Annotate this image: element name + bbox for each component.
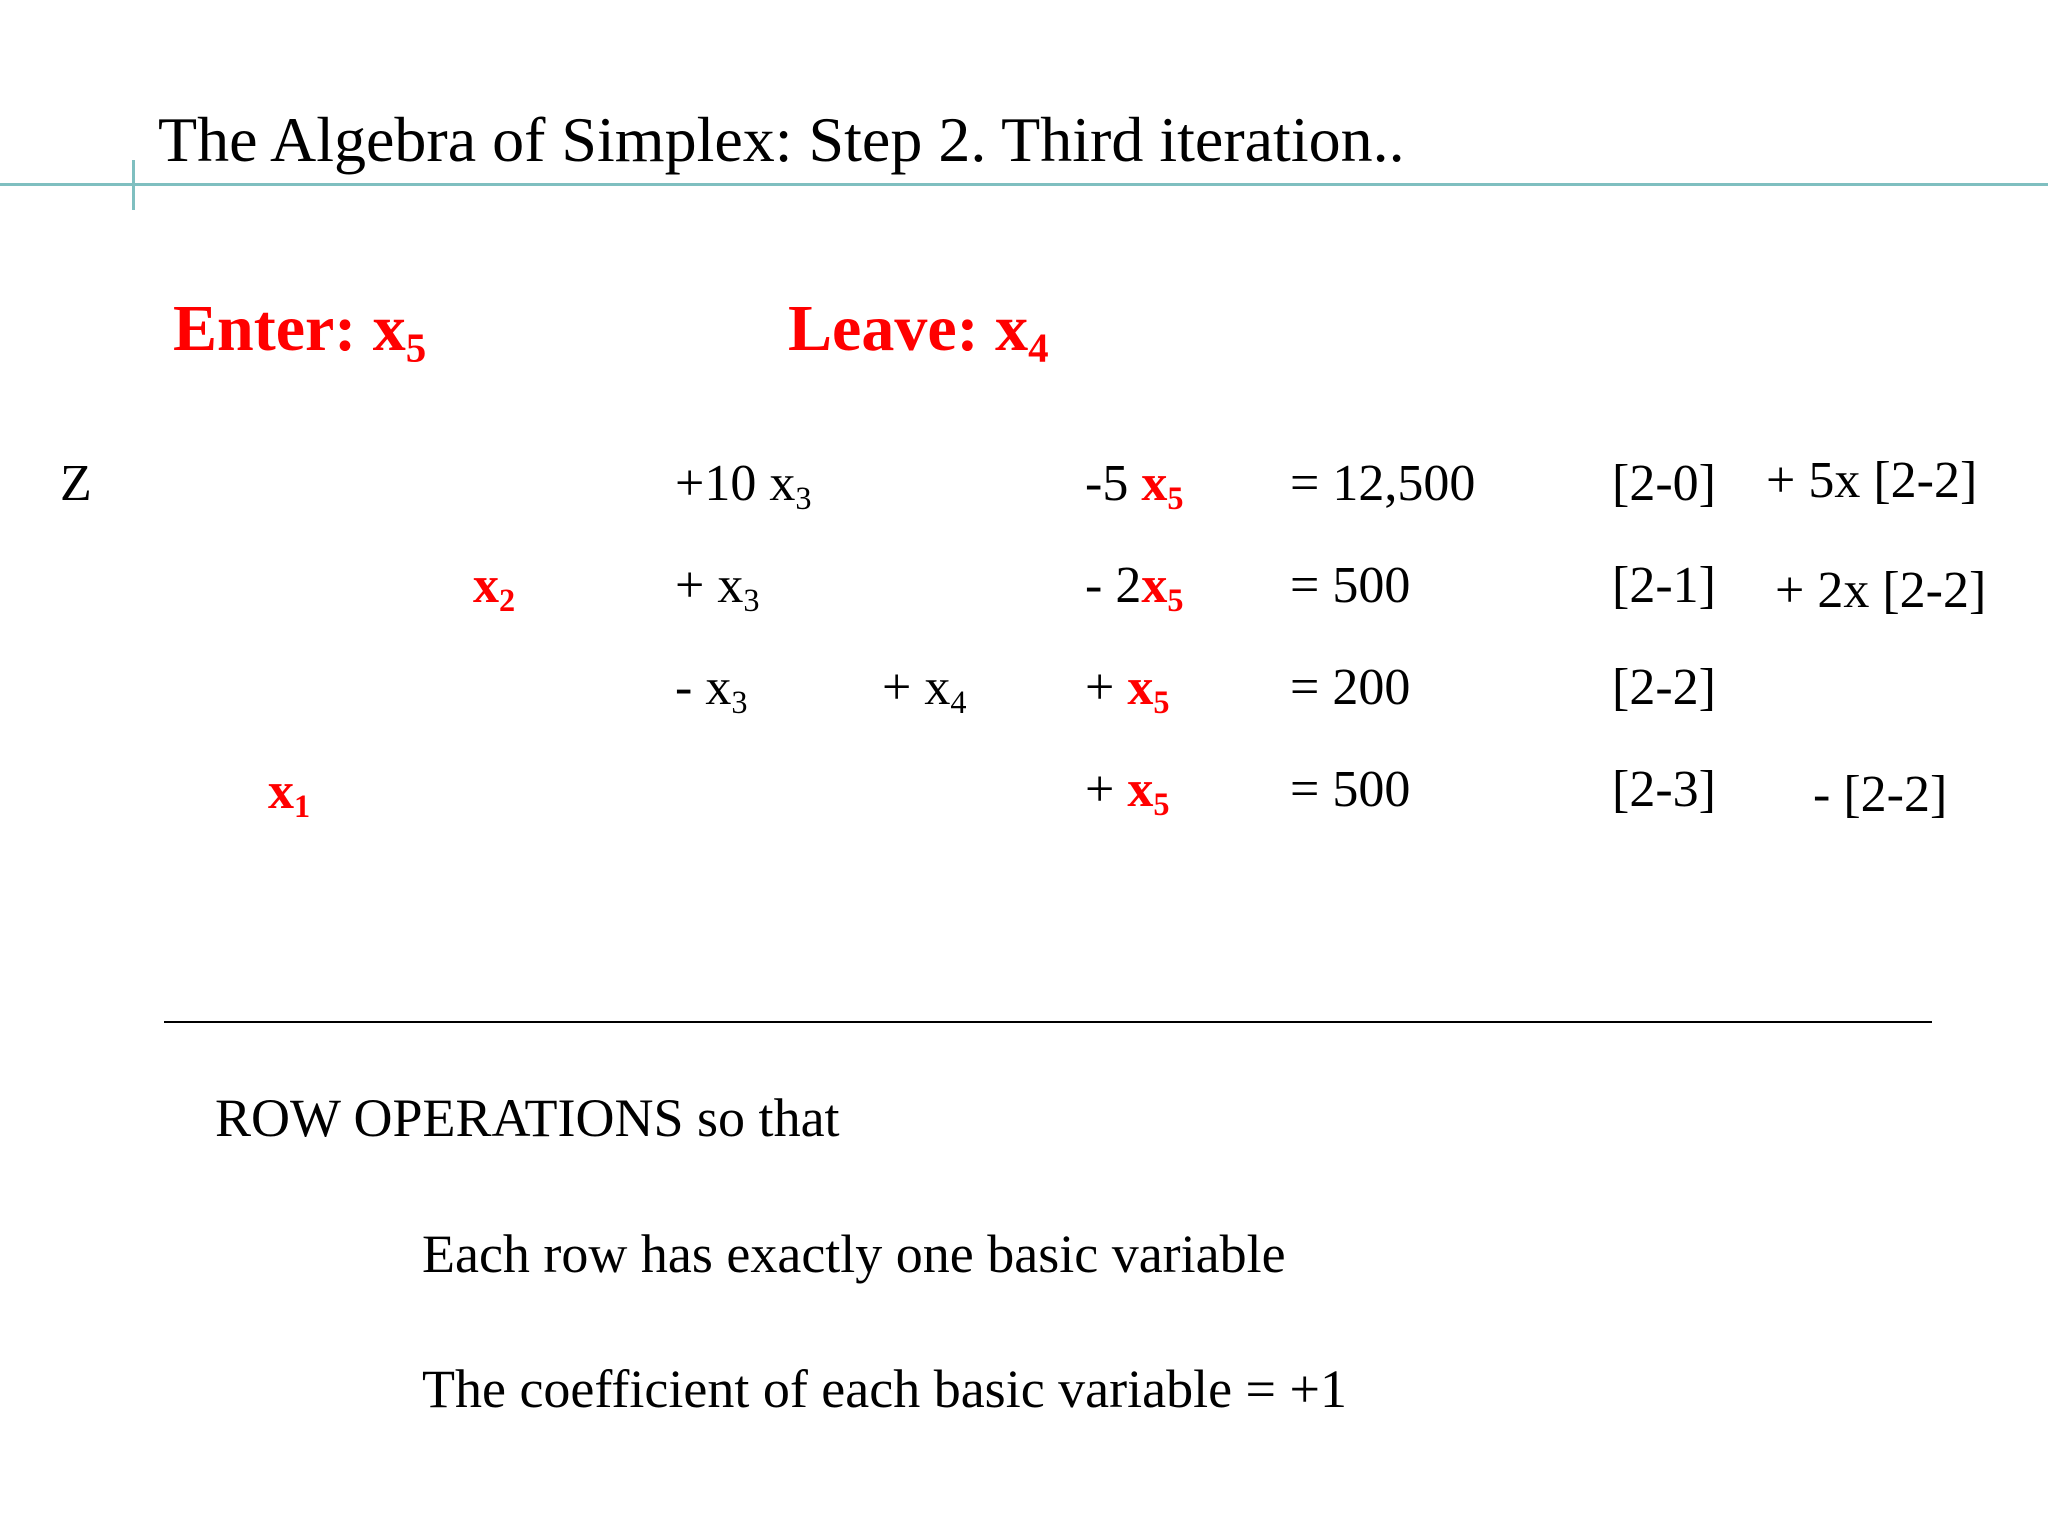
row0-z: Z <box>60 455 92 512</box>
row3-operation: - [2-2] <box>1813 766 1948 823</box>
row0-ref: [2-0] <box>1612 455 1716 512</box>
row0-x5-term: -5 $x_5$ <box>1085 455 1184 517</box>
row2-x5-term: + $x_5$ <box>1085 659 1170 721</box>
row2-x4-term: + $x_4$ <box>882 659 967 721</box>
enter-variable: Enter: $x_5$ <box>173 292 427 371</box>
row2-x3-term: - $x_3$ <box>675 659 748 721</box>
row0-x3-term: +10 $x_3$ <box>675 455 812 517</box>
row1-rhs: = 500 <box>1290 557 1411 614</box>
row3-basic-var: $x_1$ <box>268 763 311 825</box>
title-rule-tick <box>132 160 135 210</box>
row3-ref: [2-3] <box>1612 761 1716 818</box>
row1-x3-term: + $x_3$ <box>675 557 760 619</box>
row1-operation: + 2x [2-2] <box>1775 562 1987 619</box>
row-ops-heading: ROW OPERATIONS so that <box>215 1088 840 1148</box>
row0-rhs: = 12,500 <box>1290 455 1476 512</box>
row3-x5-term: + $x_5$ <box>1085 761 1170 823</box>
leave-variable: Leave: $x_4$ <box>788 292 1049 371</box>
row2-rhs: = 200 <box>1290 659 1411 716</box>
row1-basic-var: $x_2$ <box>473 557 516 619</box>
title-rule <box>0 183 2048 186</box>
row1-x5-term: - $2x_5$ <box>1085 557 1184 619</box>
row1-ref: [2-1] <box>1612 557 1716 614</box>
row2-ref: [2-2] <box>1612 659 1716 716</box>
row-ops-rule-2: The coefficient of each basic variable = +1 <box>422 1359 1347 1419</box>
row-ops-rule-1: Each row has exactly one basic variable <box>422 1224 1286 1284</box>
row0-operation: + 5x [2-2] <box>1766 452 1978 509</box>
slide-title: The Algebra of Simplex: Step 2. Third iteration.. <box>158 104 1405 175</box>
row3-rhs: = 500 <box>1290 761 1411 818</box>
section-divider <box>164 1021 1932 1023</box>
